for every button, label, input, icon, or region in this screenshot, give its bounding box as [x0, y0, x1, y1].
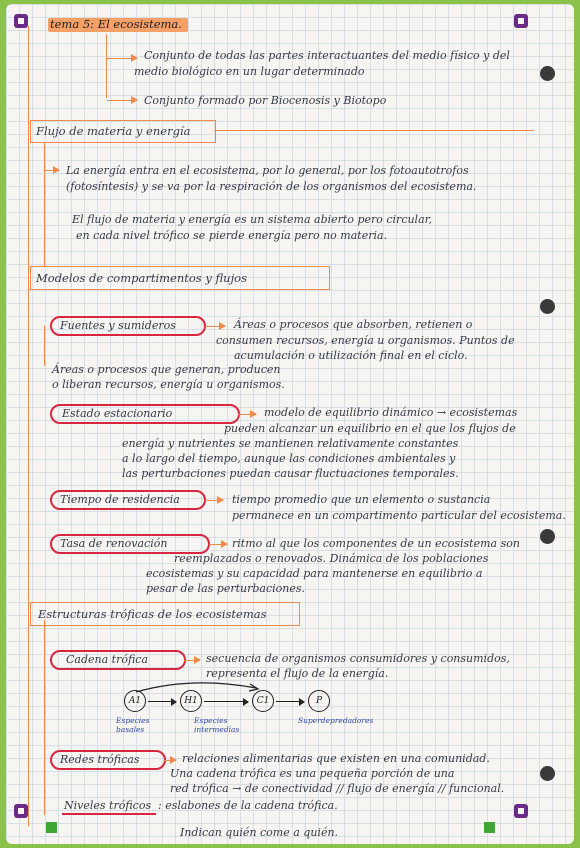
text-line: El flujo de materia y energía es un sistema abierto pero circular, — [72, 213, 433, 226]
chain-curved-arrow — [132, 676, 272, 694]
term-tiempo: Tiempo de residencia — [60, 493, 180, 506]
text-line: Una cadena trófica es una pequeña porción de una — [170, 767, 455, 780]
punch-hole — [540, 66, 555, 81]
text-line: relaciones alimentarias que existen en una comunidad. — [182, 752, 490, 765]
node-producer: A1 — [124, 690, 146, 712]
text-line: o liberan recursos, energía u organismos. — [52, 378, 285, 391]
definition-line: medio biológico en un lugar determinado — [134, 65, 365, 78]
text-line: reemplazados o renovados. Dinámica de los poblaciones — [174, 552, 489, 565]
definition-line: Conjunto formado por Biocenosis y Biotopo — [144, 94, 387, 107]
binder-corner-bottom-left — [14, 804, 28, 818]
arrow — [205, 500, 223, 501]
node-herbivore: H1 — [180, 690, 202, 712]
arrow — [238, 414, 256, 415]
text-line: tiempo promedio que un elemento o sustancia — [232, 493, 491, 506]
label-intermedias: Especies intermedias — [194, 716, 240, 734]
bracket-line — [44, 326, 45, 366]
text-line: las perturbaciones puedan causar fluctuaciones temporales. — [122, 467, 459, 480]
arrow — [45, 170, 59, 171]
text-line: modelo de equilibrio dinámico → ecosistemas — [264, 406, 518, 419]
node-carnivore: C1 — [252, 690, 274, 712]
corner-mark — [46, 822, 57, 833]
punch-hole — [540, 766, 555, 781]
label-basales: Especies basales — [116, 716, 150, 734]
text-line: a lo largo del tiempo, aunque las condiciones ambientales y — [122, 452, 456, 465]
arrow — [205, 326, 225, 327]
arrow — [107, 58, 137, 59]
bracket-line — [106, 34, 107, 98]
section-heading: Estructuras tróficas de los ecosistemas — [38, 607, 267, 621]
punch-hole — [540, 529, 555, 544]
arrow — [164, 760, 176, 761]
text-line: permanece en un compartimento particular del ecosistema. — [232, 509, 566, 522]
term-underline — [62, 813, 156, 815]
label-superdepredadores: Superdepredadores — [298, 716, 374, 725]
text-line: ecosistemas y su capacidad para mantenerse en equilibrio a — [146, 567, 483, 580]
bracket-line — [44, 142, 45, 267]
punch-hole — [540, 299, 555, 314]
term-estado: Estado estacionario — [62, 407, 173, 420]
text-line: en cada nivel trófico se pierde energía pero no materia. — [76, 229, 388, 242]
heading-rule — [214, 130, 534, 131]
chain-arrow — [204, 701, 248, 702]
chain-arrow — [276, 701, 304, 702]
text-line: acumulación o utilización final en el ciclo. — [234, 349, 468, 362]
text-line: pesar de las perturbaciones. — [146, 582, 305, 595]
notebook-page — [6, 4, 574, 844]
text-line: energía y nutrientes se mantienen relativamente constantes — [122, 437, 459, 450]
binder-corner-top-left — [14, 14, 28, 28]
definition-line: Conjunto de todas las partes interactuantes del medio físico y del — [144, 49, 510, 62]
text-line: ritmo al que los componentes de un ecosistema son — [232, 537, 520, 550]
text-line: secuencia de organismos consumidores y consumidos, — [206, 652, 510, 665]
text-line: pueden alcanzar un equilibrio en el que los flujos de — [224, 422, 516, 435]
arrow — [209, 544, 227, 545]
binder-corner-bottom-right — [514, 804, 528, 818]
margin-line — [28, 26, 29, 826]
text-line: representa el flujo de la energía. — [206, 667, 389, 680]
term-tasa: Tasa de renovación — [60, 537, 168, 550]
text-line: red trófica → de conectividad // flujo de energía // funcional. — [170, 782, 505, 795]
page-title: tema 5: El ecosistema. — [50, 17, 182, 31]
term-cadena: Cadena trófica — [66, 653, 149, 666]
arrow — [184, 660, 200, 661]
text-line: La energía entra en el ecosistema, por lo general, por los fotoautotrofos — [66, 164, 469, 177]
text-line: consumen recursos, energía u organismos. Puntos de — [216, 334, 515, 347]
term-niveles: Niveles tróficos — [64, 799, 152, 812]
text-line: Áreas o procesos que generan, producen — [52, 363, 281, 376]
text-line: Indican quién come a quién. — [180, 826, 339, 839]
text-line: (fotosíntesis) y se va por la respiración de los organismos del ecosistema. — [66, 180, 477, 193]
corner-mark — [484, 822, 495, 833]
text-line: Áreas o procesos que absorben, retienen o — [234, 318, 473, 331]
binder-corner-top-right — [514, 14, 528, 28]
section-heading: Modelos de compartimentos y flujos — [36, 271, 247, 285]
node-predator: P — [308, 690, 330, 712]
arrow — [107, 100, 137, 101]
chain-arrow — [148, 701, 176, 702]
term-fuentes: Fuentes y sumideros — [60, 319, 176, 332]
section-heading: Flujo de materia y energía — [36, 124, 191, 138]
text-line: : eslabones de la cadena trófica. — [158, 799, 338, 812]
bracket-line — [44, 620, 45, 815]
term-redes: Redes tróficas — [60, 753, 140, 766]
